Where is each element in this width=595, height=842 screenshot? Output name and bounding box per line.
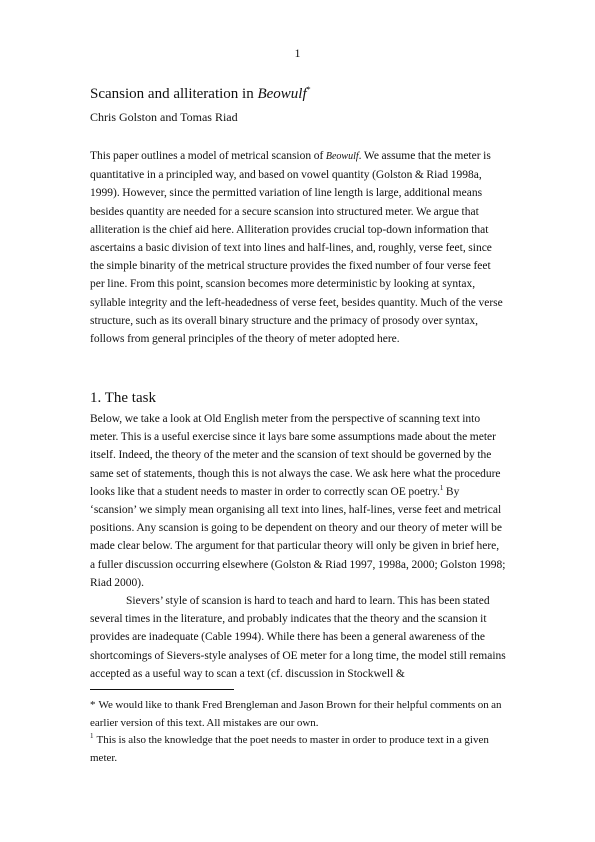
abstract-text-start: This paper outlines a model of metrical scansion of xyxy=(90,150,326,162)
abstract xyxy=(90,147,506,348)
footnote-star-marker: * xyxy=(90,699,96,711)
footnote-star-text: We would like to thank Fred Brengleman and Jason Brown for their helpful comments on an earlier version of this text. All mistakes are our own. xyxy=(90,699,502,729)
title-footnote-mark: * xyxy=(306,85,311,94)
section-paragraph-2: Sievers’ style of scansion is hard to teach and hard to learn. This has been stated several times in the literature, and probably indicates that the theory and the scansion it provides are inadequate (Cable 1994). While there has been a general awareness of the shortcomings of Sievers-style analyses of OE meter for a long time, the model still remains accepted as a useful way to scan a text (cf. discussion in Stockwell & xyxy=(90,595,506,680)
title-italic: Beowulf xyxy=(257,86,307,102)
footnotes xyxy=(90,697,506,767)
footnote-ref-1[interactable]: 1 xyxy=(439,483,444,492)
abstract-italic-title: Beowulf xyxy=(325,151,359,162)
footnote-1-text: This is also the knowledge that the poet needs to master in order to produce text in a given meter. xyxy=(90,734,489,764)
abstract-text-end: . We assume that the meter is quantitative in a principled way, and based on vowel quantity (Golston & Riad 1998a, 1999). However, since the permitted variation of line length is large, additional means besides quantity are needed for a secure scansion into structured meter. We argue that alliteration is the chief aid here. Alliteration provides crucial top-down information that ascertains a basic division of text into lines and half-lines, and, roughly, verse feet, since the simple binarity of the metrical structure provides the fixed number of four verse feet per line. From this point, scansion becomes more deterministic by looking at syntax, syllable integrity and the left-headedness of verse feet, besides quantity. Much of the verse structure, such as its overall binary structure and the primacy of prosody over syntax, follows from general principles of the theory of meter adopted here. xyxy=(90,150,503,346)
footnote-star xyxy=(90,697,506,732)
section-body xyxy=(90,410,506,683)
section-heading: 1. The task xyxy=(90,390,156,406)
page-number: 1 xyxy=(294,46,301,60)
paragraph-1-text-end: By ‘scansion’ we simply mean organising all text into lines, half-lines, verse feet and metrical positions. Any scansion is going to be dependent on theory and our theory of meter will be made clear below. The argument for that particular theory will only be given in brief here, a fuller discussion occurring elsewhere (Golston & Riad 1997, 1998a, 2000; Golston 1998; Riad 2000). xyxy=(90,485,506,589)
section-paragraph-1 xyxy=(90,410,506,592)
authors: Chris Golston and Tomas Riad xyxy=(90,110,238,124)
footnote-1 xyxy=(90,732,506,767)
paragraph-1-text-start: Below, we take a look at Old English meter from the perspective of scanning text into meter. This is a useful exercise since it lays bare some assumptions made about the meter itself. Indeed, the theory of the meter and the scansion of text should be governed by the same set of statements, though this is not always the case. We ask here what the procedure looks like that a student needs to master in order to correctly scan OE poetry. xyxy=(90,413,501,498)
footnote-separator xyxy=(90,689,234,690)
title-text: Scansion and alliteration in xyxy=(90,86,258,102)
footnote-1-marker: 1 xyxy=(90,732,94,741)
paper-title xyxy=(90,85,510,103)
